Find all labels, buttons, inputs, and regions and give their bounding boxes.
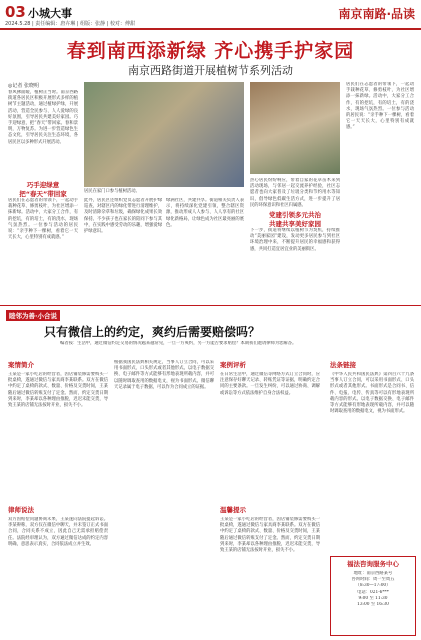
brand-logo: 南京南路·品读 [338, 7, 415, 21]
article1-col1: 春风拂面暖，植树正当时。南京西路街道各居民区积极开展形式多样的植树节主题活动，通过植绿护绿，开展活动，营造全民参与、人人爱绿的良好氛围，引导居民共建美好家园。巧手迎绿意，把“春天”带回家。春和景明，万物复苏。为进一步营造绿色生态文化，引导居民关注生态环境，各居民区以多种形式开展活动。 [8, 90, 78, 145]
byline: ◎记者 张晓明 [8, 83, 39, 89]
contact-line: 9:00 至 11:30 [358, 595, 388, 601]
photo-community [250, 82, 340, 174]
article1-col4: 绿满社区，共建共享。街道相关负责人表示，将持续深化党建引领，整合辖区资源，推动形成人人参与、人人享有的社区绿化新格局，让绿色成为社区最亮丽的底色。 [166, 198, 244, 228]
contact-line: 地址：南京西路某号 [353, 571, 393, 576]
section-divider [0, 305, 421, 306]
article2-intro: 编者按：生活中，通过微信约定交易的情况越来越常见，一旦一方爽约，另一方能否要求赔偿？本期我们邀请律师为您解答。 [60, 341, 297, 346]
tag-reminder: 温馨提示 [220, 506, 246, 514]
subtitle-3: 党建引领多元共治 共建共享美好家园 [269, 211, 321, 228]
article2-headline: 只有微信上的约定，爽约后需要赔偿吗？ [44, 325, 261, 339]
contact-line: 13:00 至 16:30 [357, 602, 389, 608]
edition-meta: 2024.5.28 | 责任编辑：唐卉琳 | 组版：张静 | 校对：傅甜 [5, 21, 136, 27]
contact-title: 福法咨询服务中心 [347, 560, 399, 568]
article2-col3: 根据我国民法典相关规定，当事人订立合同，可以采用书面形式、口头形式或者其他形式。以电子数据交换、电子邮件等方式能够有形地表现所载内容，并可以随时调取查用的数据电文，视为书面形式。微信聊天记录属于电子数据，可以作为合同成立的证据。 [114, 360, 214, 390]
subheadline: 南京西路街道开展植树节系列活动 [128, 64, 293, 77]
article1-col5: 热心居民纷纷响应，带着自家的花草苗木来到活动现场，与邻居一起交流养护经验，社区志愿者也向大家普及了垃圾分类和节约用水等知识，倡导绿色低碳生活方式，进一步提升了居民的环保意识和社区归属感。 [250, 178, 340, 208]
tag-analysis: 案例评析 [220, 361, 246, 369]
article2-col5: 《中华人民共和国民法典》第四百六十九条 当事人订立合同，可以采用书面形式、口头形式或者其他形式。书面形式是合同书、信件、电报、电传、传真等可以有形地表现所载内容的形式。以电子数据交换、电子邮件等方式能够有形地表现所载内容，并可以随时调取查用的数据电文，视为书面形式。 [330, 372, 414, 415]
contact-box [330, 556, 416, 636]
article2-col2b: 王某是一家小吃店的经营者，因店铺装修需要购买一批桌椅，遂通过微信与家具商李某联系。双方在微信中约定了桌椅的款式、数量、价格及交货时间，王某随后通过微信转账支付了定金。然而，约定交货日期到来时，李某却以各种理由推脱，迟迟未能交货，导致王某的店铺无法按时开业，损失不小。 [220, 517, 320, 554]
page-number: 03 [5, 3, 26, 21]
article2-col1: 王某是一家小吃店的经营者，因店铺装修需要购买一批桌椅，遂通过微信与家具商李某联系。双方在微信中约定了桌椅的款式、数量、价格及交货时间，王某随后通过微信转账支付了定金。然而，约定交货日期到来时，李某却以各种理由推脱，迟迟未能交货，导致王某的店铺无法按时开业，损失不小。 [8, 372, 108, 409]
section-title: 小城大事 [28, 7, 72, 20]
article2-col2: 双方因赔偿问题协商未果，王某遂向法院提起诉讼。李某辩称，双方仅在微信中聊天，并未签订正式书面合同，合同关系不成立，因此自己无需承担赔偿责任。法院经审理认为，双方通过微信达成的约定内容明确，意思表示真实，合同依法成立并生效。 [8, 517, 108, 547]
tag-related: 法条链接 [330, 361, 356, 369]
contact-line: 电话：021-6*** [357, 589, 389, 595]
article1-col3: 此外，居民区还组织党员志愿者开展护绿巡查，对辖区内的绿化带进行清理维护，及时清除杂草和垃圾，确保绿化成果长效保持。不少孩子也在家长的陪同下参与其中，在实践中感受劳动的乐趣，增强爱绿护绿意识。 [84, 198, 162, 235]
contact-line: 咨询时间：周一至周五 [351, 577, 395, 583]
subtitle-1: 巧手迎绿意 把“春天”带回家 [19, 181, 67, 198]
headline: 春到南西添新绿 齐心携手护家园 [66, 40, 355, 62]
article2-col4: 在日常生活中，通过微信等网络方式订立合同时，应注意保存好聊天记录、转账凭证等证据，明确约定合同的主要条款。一旦发生纠纷，可以通过协商、调解或诉讼等方式依法维护自身合法权益。 [220, 372, 320, 396]
article1-col7: 居民们在志愿者的带领下，一起动手栽种花草、修剪枝叶，为社区增添一抹新绿。活动中，大家分工合作，有的挖坑，有的培土，有的浇水，现场气氛热烈。一位参与活动的居民说：“亲手种下一棵树，看着它一天天长大，心里特别有成就感。” [346, 82, 414, 131]
column-tag: 睦邻为善·小合说 [6, 310, 60, 321]
article1-col2: 居民们在志愿者的带领下，一起动手栽种花草、修剪枝叶，为社区增添一抹新绿。活动中，大家分工合作，有的挖坑，有的培土，有的浇水，现场气氛热烈。一位参与活动的居民说：“亲手种下一棵树，看着它一天天长大，心里特别有成就感。” [8, 198, 78, 241]
tag-case: 案情简介 [8, 361, 34, 369]
photo-caption: 居民在家门口参与植树活动。 [84, 189, 140, 194]
tag-law: 律师说法 [8, 506, 34, 514]
article1-col6: 下一步，街道将继续以植树节为契机，持续推动“美丽家园”建设，发动更多居民参与到社区环境治理中来，不断提升居民的幸福感和获得感，共同打造宜居宜业的美丽街区。 [250, 228, 340, 252]
header-rule [0, 28, 421, 30]
contact-line: （8:30—17:00） [355, 583, 391, 589]
photo-tree-planting [84, 82, 244, 187]
